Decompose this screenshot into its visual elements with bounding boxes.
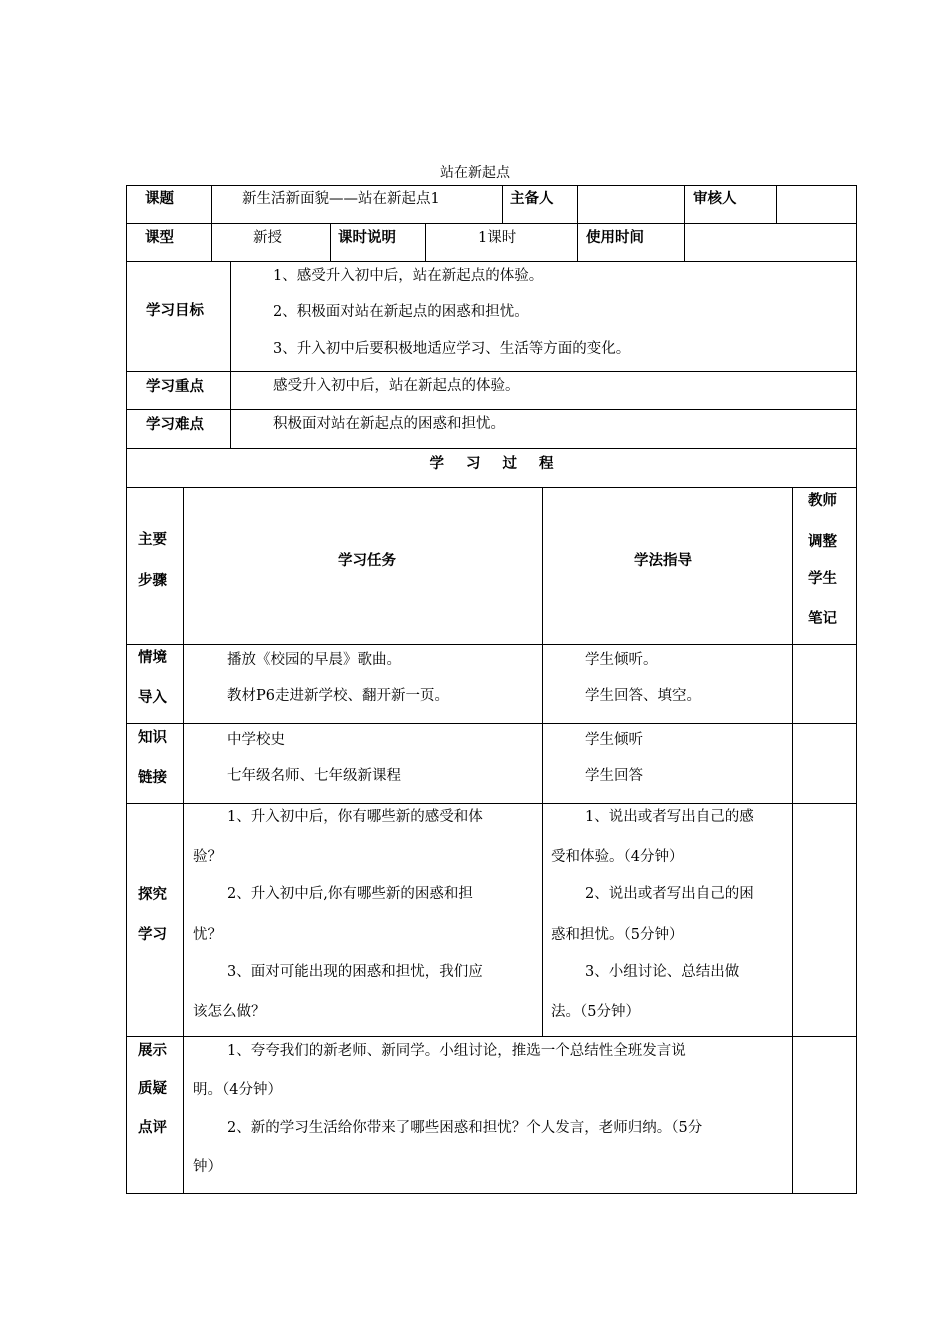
goal-item: 1、感受升入初中后，站在新起点的体验。 (273, 268, 544, 284)
intro-step-line1: 情境 (138, 650, 167, 666)
intro-guide-line: 学生倾听。 (585, 652, 658, 668)
explore-task-line: 该怎么做？ (193, 1004, 266, 1020)
intro-task-line: 教材P6走进新学校、翻开新一页。 (227, 688, 449, 704)
show-text-line: 1、夸夸我们的新老师、新同学。小组讨论，推选一个总结性全班发言说 (227, 1043, 686, 1059)
explore-step-line2: 学习 (138, 927, 167, 943)
page-title: 站在新起点 (440, 165, 510, 181)
key-point-value: 感受升入初中后，站在新起点的体验。 (273, 378, 520, 394)
show-step-line1: 展示 (138, 1043, 167, 1059)
explore-guide-line: 惑和担忧。（5分钟） (551, 927, 684, 943)
explore-step-line1: 探究 (138, 887, 167, 903)
reviewer-label: 审核人 (693, 191, 737, 207)
steps-header-line2: 步骤 (138, 573, 167, 589)
steps-header-line1: 主要 (138, 532, 167, 548)
notes-header-line1: 教师 (808, 493, 837, 509)
goal-item: 2、积极面对站在新起点的困惑和担忧。 (273, 304, 529, 320)
explore-task-line: 3、面对可能出现的困惑和担忧，我们应 (227, 964, 483, 980)
explore-task-line: 验？ (193, 849, 222, 865)
notes-header-line2: 调整 (808, 534, 837, 550)
show-text-line: 钟） (193, 1159, 222, 1175)
preparer-label: 主备人 (510, 191, 554, 207)
date-label: 使用时间 (586, 230, 644, 246)
goal-item: 3、升入初中后要积极地适应学习、生活等方面的变化。 (273, 341, 631, 357)
key-point-label: 学习重点 (146, 379, 204, 395)
link-step-line2: 链接 (138, 770, 167, 786)
explore-guide-line: 3、小组讨论、总结出做 (585, 964, 740, 980)
link-guide-line: 学生倾听 (585, 732, 643, 748)
difficulty-value: 积极面对站在新起点的困惑和担忧。 (273, 416, 505, 432)
link-task-line: 中学校史 (227, 732, 285, 748)
intro-step-line2: 导入 (138, 690, 167, 706)
topic-value: 新生活新面貌——站在新起点1 (242, 191, 440, 207)
show-text-line: 2、新的学习生活给你带来了哪些困惑和担忧？个人发言，老师归纳。（5分 (227, 1120, 703, 1136)
hours-value: 1课时 (478, 230, 517, 246)
guide-header: 学法指导 (634, 553, 692, 569)
type-label: 课型 (145, 230, 174, 246)
difficulty-label: 学习难点 (146, 417, 204, 433)
show-step-line3: 点评 (138, 1120, 167, 1136)
explore-task-line: 1、升入初中后，你有哪些新的感受和体 (227, 809, 483, 825)
intro-guide-line: 学生回答、填空。 (585, 688, 701, 704)
link-step-line1: 知识 (138, 730, 167, 746)
notes-header-line3: 学生 (808, 571, 837, 587)
explore-guide-line: 受和体验。（4分钟） (551, 849, 684, 865)
goals-label: 学习目标 (146, 303, 204, 319)
hours-label: 课时说明 (338, 230, 396, 246)
explore-guide-line: 法。（5分钟） (551, 1004, 640, 1020)
explore-guide-line: 1、说出或者写出自己的感 (585, 809, 754, 825)
explore-task-line: 2、升入初中后,你有哪些新的困惑和担 (227, 886, 473, 902)
explore-task-line: 忧？ (193, 927, 222, 943)
explore-guide-line: 2、说出或者写出自己的困 (585, 886, 754, 902)
topic-label: 课题 (145, 191, 174, 207)
show-step-line2: 质疑 (138, 1081, 167, 1097)
process-title: 学习过程 (429, 456, 576, 472)
link-task-line: 七年级名师、七年级新课程 (227, 768, 401, 784)
type-value: 新授 (253, 230, 282, 246)
link-guide-line: 学生回答 (585, 768, 643, 784)
notes-header-line4: 笔记 (808, 611, 837, 627)
intro-task-line: 播放《校园的早晨》歌曲。 (227, 652, 401, 668)
show-text-line: 明。（4分钟） (193, 1082, 282, 1098)
task-header: 学习任务 (338, 553, 396, 569)
